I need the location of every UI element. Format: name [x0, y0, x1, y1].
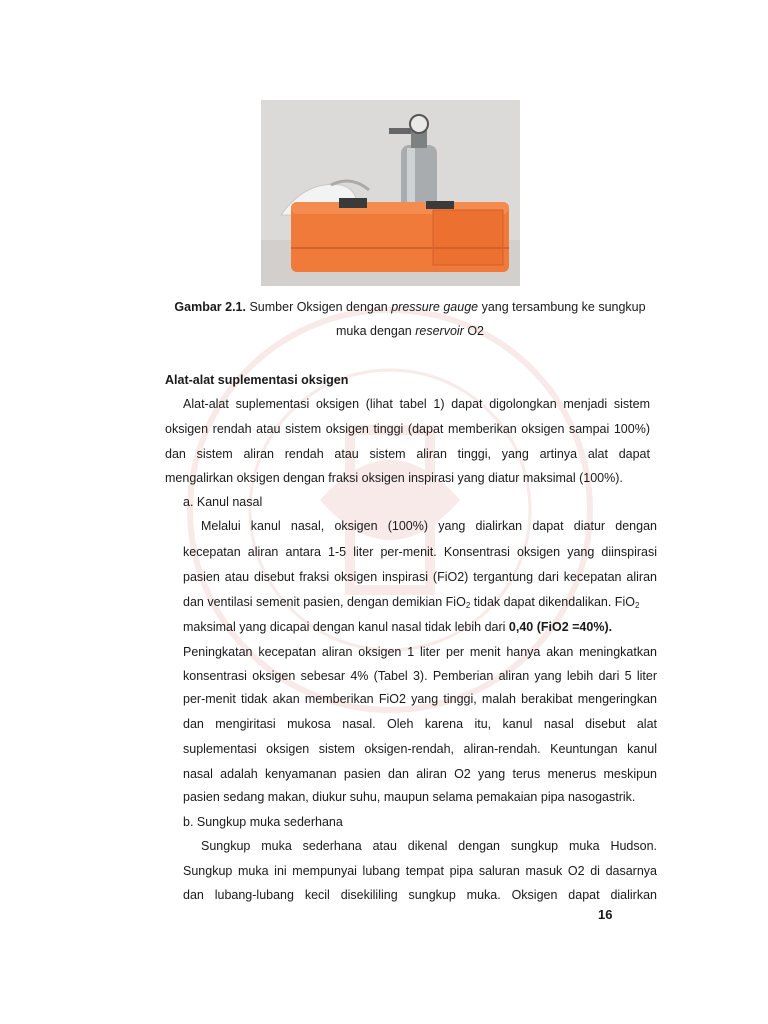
section-heading: Alat-alat suplementasi oksigen: [165, 373, 349, 387]
oxygen-equipment-photo: [261, 100, 520, 286]
paragraph-line: Melalui kanul nasal, oksigen (100%) yang dialirkan dapat diatur dengan: [201, 519, 657, 533]
paragraph-line: maksimal yang dicapai dengan kanul nasal tidak lebih dari 0,40 (FiO2 =40%).: [183, 620, 613, 634]
page-number: 16: [598, 907, 613, 922]
paragraph-line: pasien atau disebut fraksi oksigen inspirasi (FiO2) tergantung dari kecepatan aliran: [183, 570, 657, 584]
subsection-heading-sungkup-muka: b. Sungkup muka sederhana: [183, 815, 343, 829]
paragraph-line: mengalirkan oksigen dengan fraksi oksigen inspirasi yang diatur maksimal (100%).: [165, 471, 623, 485]
paragraph-line: pasien sedang makan, diukur suhu, maupun selama pemakaian pipa nasogastrik.: [183, 790, 636, 804]
paragraph-line: dan mengiritasi mukosa nasal. Oleh karena itu, kanul nasal disebut alat: [183, 717, 657, 731]
paragraph-line: dan ventilasi semenit pasien, dengan demikian FiO$_2$ tidak dapat dikendalikan. FiO$_2$: [183, 595, 640, 610]
paragraph-line: kecepatan aliran antara 1-5 liter per-menit. Konsentrasi oksigen yang diinspirasi: [183, 545, 657, 559]
figure-caption: Gambar 2.1. Sumber Oksigen dengan pressure gauge yang tersambung ke sungkup: [174, 300, 646, 314]
paragraph-line: Sungkup muka ini mempunyai lubang tempat pipa saluran masuk O2 di dasarnya: [183, 864, 657, 878]
paragraph-line: dan lubang-lubang kecil disekililing sungkup muka. Oksigen dapat dialirkan: [183, 888, 657, 902]
paragraph-line: Sungkup muka sederhana atau dikenal dengan sungkup muka Hudson.: [201, 839, 657, 853]
paragraph-line: nasal adalah kenyamanan pasien dan aliran O2 yang terus menerus meskipun: [183, 767, 657, 781]
figure-caption-line2: muka dengan reservoir O2: [335, 324, 484, 338]
paragraph-line: suplementasi oksigen sistem oksigen-rendah, aliran-rendah. Keuntungan kanul: [183, 742, 657, 756]
paragraph-line: dan sistem aliran rendah atau sistem aliran tinggi, yang artinya alat dapat: [165, 447, 650, 461]
fio2-max-value: 0,40 (FiO2 =40%): [508, 620, 609, 634]
paragraph-line: Alat-alat suplementasi oksigen (lihat tabel 1) dapat digolongkan menjadi sistem: [183, 397, 650, 411]
paragraph-line: per-menit tidak akan memberikan FiO2 yang tinggi, malah berakibat mengeringkan: [183, 692, 657, 706]
paragraph-line: konsentrasi oksigen sebesar 4% (Tabel 3). Pemberian aliran yang lebih dari 5 liter: [183, 669, 657, 683]
paragraph-line: Peningkatan kecepatan aliran oksigen 1 liter per menit hanya akan meningkatkan: [183, 645, 657, 659]
subsection-heading-kanul-nasal: a. Kanul nasal: [183, 495, 263, 509]
paragraph-line: oksigen rendah atau sistem oksigen tinggi (dapat memberikan oksigen sampai 100%): [165, 422, 650, 436]
figure-label: Gambar 2.1.: [174, 300, 246, 314]
